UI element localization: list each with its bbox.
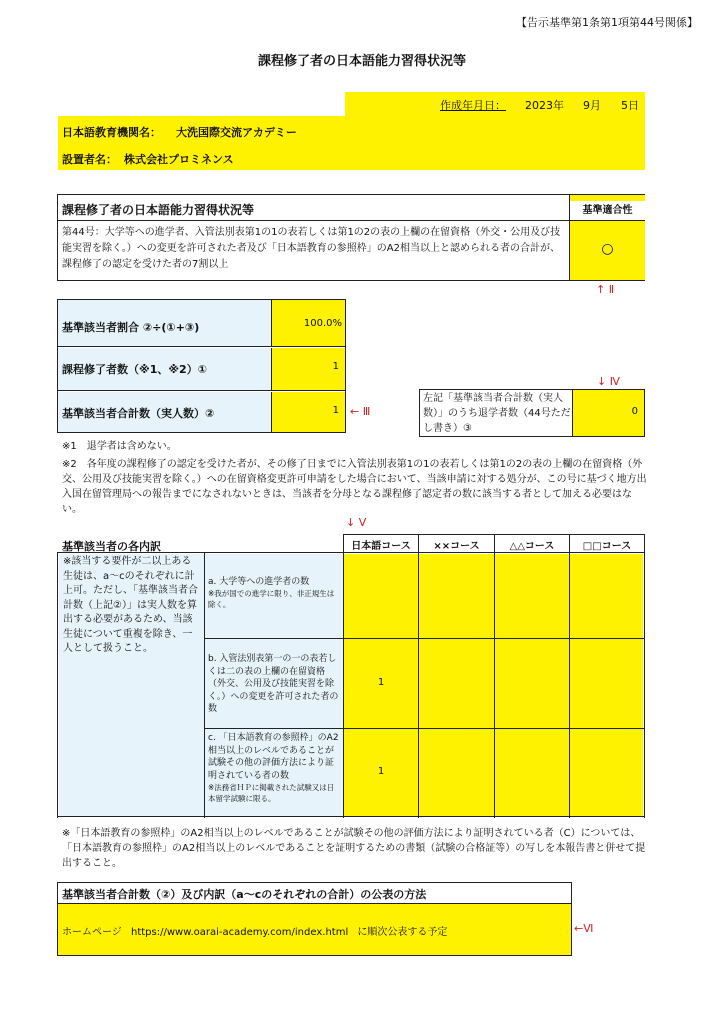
col-header-2: △△コース <box>509 541 555 552</box>
ratio-value: 100.0% <box>271 300 345 346</box>
publication-url[interactable]: https://www.oarai-academy.com/index.html <box>131 927 349 938</box>
completed-value: 1 <box>271 348 345 390</box>
status-table <box>57 194 645 281</box>
cell-b-0: 1 <box>377 677 385 688</box>
conformity-cell <box>569 195 645 280</box>
col-header-0: 日本語コース <box>351 541 411 552</box>
row-a-sub: ※我が国での進学に限り、非正規生は除く。 <box>208 589 335 609</box>
qualified-label: 基準該当者合計数（実人数）② <box>62 407 215 420</box>
method-suffix: に順次公表する予定 <box>357 927 448 938</box>
institution-name: 大洗国際交流アカデミー <box>176 126 297 139</box>
withdrawn-label: 左記「基準該当者合計数（実人数）」のうち退学者数（44号ただし書き）③ <box>423 393 571 434</box>
arrow-vi: ←Ⅵ <box>574 922 594 935</box>
row-c-label <box>205 729 343 816</box>
status-heading: 課程修了者の日本語能力習得状況等 <box>62 203 255 217</box>
ratio-label: 基準該当者割合 ②÷(①+③) <box>62 321 200 334</box>
row-b-text: b. 入管法別表第一の一の表若しくは二の表の上欄の在留資格（外交、公用及び技能実習を除く。）への変更を許可された者の数 <box>208 654 339 714</box>
publication-heading: 基準該当者合計数（②）及び内訳（a～cのそれぞれの合計）の公表の方法 <box>62 888 427 901</box>
row-a-label <box>205 554 343 638</box>
created-date-bar <box>345 92 645 116</box>
side-note-text: ※該当する要件が二以上ある生徒は、a～cのそれぞれに計上可。ただし、「基準該当者合計数（上記②）」は実人数を算出する必要があるため、当該生徒について重複を除き、一人として扱うこと。 <box>63 556 198 654</box>
note-1: ※1 退学者は含めない。 <box>62 441 177 452</box>
completed-label: 課程修了者数（※1、※2）① <box>62 363 208 376</box>
arrow-iv: ↓ Ⅳ <box>597 375 620 388</box>
arrow-iii: ← Ⅲ <box>350 405 371 418</box>
withdrawn-table <box>419 389 645 437</box>
breakdown-table <box>57 534 645 818</box>
status-description: 第44号：大学等への進学者、入管法別表第1の1の表若しくは第1の2の表の上欄の在留資格（外交・公用及び技能実習を除く。）への変更を許可された者及び「日本語教育の参照枠」のA2相当以上と認められる者の合計が、課程修了の認定を受けた者の7割以上 <box>62 227 561 270</box>
arrow-v: ↓ Ⅴ <box>346 516 367 529</box>
created-month: 9月 <box>583 99 601 112</box>
row-a-text: a. 大学等への進学者の数 <box>208 577 310 587</box>
row-c-text: c. 「日本語教育の参照枠」のA2相当以上のレベルであることが試験その他の評価方法により証明されている者の数 <box>208 733 339 781</box>
cell-c-0: 1 <box>377 766 385 777</box>
breakdown-footnote: ※「日本語教育の参照枠」のA2相当以上のレベルであることが試験その他の評価方法により証明されている者（C）については、「日本語教育の参照枠」のA2相当以上のレベルであることを証明するための書類（試験の合格証等）の写しを本報告書と併せて提出すること。 <box>62 828 646 869</box>
breakdown-side-note <box>59 554 204 816</box>
conformity-value: ○ <box>601 241 614 257</box>
created-label: 作成年月日： <box>440 99 506 112</box>
row-c-sub: ※法務省ＨＰに掲載された試験又は日本留学試験に限る。 <box>208 783 335 803</box>
publication-method <box>62 923 447 938</box>
row-b-label <box>205 639 343 728</box>
founder-label: 設置者名： <box>62 153 117 166</box>
qualified-value: 1 <box>271 392 345 432</box>
institution-label: 日本語教育機関名： <box>62 126 161 139</box>
founder-name: 株式会社プロミネンス <box>124 153 234 166</box>
created-day: 5日 <box>621 99 639 112</box>
method-label: ホームページ <box>62 927 122 938</box>
page-title: 課程修了者の日本語能力習得状況等 <box>257 54 466 69</box>
arrow-ii: ↑ Ⅱ <box>596 283 615 296</box>
note-2: ※2 各年度の課程修了の認定を受けた者が、その修了日までに入管法別表第1の1の表若しくは第1の2の表の上欄の在留資格（外交、公用及び技能実習を除く。）への在留資格変更許可申請をした場合において、当該申請に対する処分が、この号に基づく地方出入国在留管理局への報告までになされないときは、当該者を分母となる課程修了認定者の数に該当する者として加える必要はない。 <box>62 459 647 515</box>
publication-table <box>57 882 572 956</box>
reference-label: 【告示基準第1条第1項第44号関係】 <box>516 16 698 29</box>
breakdown-heading: 基準該当者の各内訳 <box>62 540 161 553</box>
stats-table <box>57 299 346 433</box>
conformity-heading: 基準適合性 <box>570 201 645 221</box>
withdrawn-value: 0 <box>572 390 644 436</box>
created-year: 2023年 <box>525 99 564 112</box>
institution-bar <box>58 116 645 170</box>
col-header-3: □□コース <box>582 541 632 552</box>
col-header-1: ××コース <box>433 541 480 552</box>
